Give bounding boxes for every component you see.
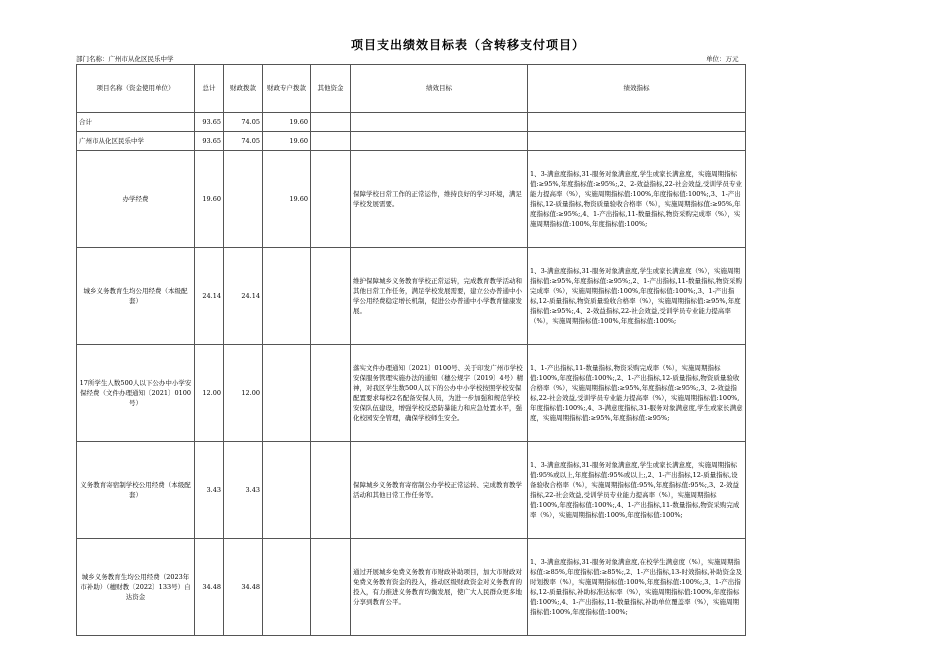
row-goal: 保障城乡义务教育寄宿制公办学校正常运转、完成教育教学活动和其他日常工作任务等。	[351, 442, 528, 539]
row-goal	[351, 132, 528, 151]
row-special	[263, 345, 311, 442]
row-fiscal: 34.48	[224, 539, 263, 636]
performance-table	[76, 64, 746, 636]
row-other	[311, 248, 351, 345]
row-name: 17所学生人数500人以下公办中小学安保经费（文件办理通知〔2021〕0100号）	[77, 345, 195, 442]
row-fiscal: 24.14	[224, 248, 263, 345]
row-special: 19.60	[263, 151, 311, 248]
row-total: 93.65	[195, 113, 224, 132]
row-indicator	[528, 132, 746, 151]
page-title: 项目支出绩效目标表（含转移支付项目）	[350, 38, 585, 52]
department-label: 部门名称：广州市从化区民乐中学	[76, 55, 174, 63]
table-row-total	[77, 113, 746, 132]
row-fiscal: 74.05	[224, 132, 263, 151]
table-row	[77, 442, 746, 539]
row-total: 19.60	[195, 151, 224, 248]
row-special: 19.60	[263, 132, 311, 151]
row-special: 19.60	[263, 113, 311, 132]
row-special	[263, 539, 311, 636]
header-project-name: 项目名称（资金使用单位）	[77, 65, 195, 113]
table-row	[77, 345, 746, 442]
row-indicator: 1、3-满意度指标,31-服务对象满意度,学生或家长满意度（%），实施周期指标值:≥95%,年度指标值:≥95%;,2、1-产出指标,11-数量指标,物资采购完成率（%），实施周期指标值:100%,年度指标值:100%;,3、1-产出指标,12-质量指标,物资质量验收合格率（%），实施周期指标值:≥95%,年度指标值:≥95%;,4、2-效益指标,22-社会效益,受训学员专业能力提高率（%），实施周期指标值:100%,年度指标值:100%;	[528, 248, 746, 345]
table-header-row	[77, 65, 746, 113]
row-indicator	[528, 113, 746, 132]
row-special	[263, 442, 311, 539]
row-total: 93.65	[195, 132, 224, 151]
table-row	[77, 248, 746, 345]
row-name: 城乡义务教育生均公用经费（2023年市补助）（穗财教〔2022〕133号）自达资金	[77, 539, 195, 636]
row-other	[311, 113, 351, 132]
row-fiscal	[224, 151, 263, 248]
row-name: 义务教育寄宿制学校公用经费（本级配套）	[77, 442, 195, 539]
row-total: 3.43	[195, 442, 224, 539]
row-goal: 通过开展城乡免费义务教育市财政补助项目，加大市财政对免费义务教育资金的投入，推动区级财政资金对义务教育的投入，有力推进义务教育均衡发展，使广大人民群众更多地分享到教育公平。	[351, 539, 528, 636]
row-other	[311, 442, 351, 539]
header-fiscal: 财政拨款	[224, 65, 263, 113]
row-name: 合计	[77, 113, 195, 132]
table-row	[77, 539, 746, 636]
row-name: 办学经费	[77, 151, 195, 248]
unit-label: 单位：万元	[706, 55, 739, 63]
table-row	[77, 151, 746, 248]
header-goal: 绩效目标	[351, 65, 528, 113]
row-indicator: 1、1-产出指标,11-数量指标,物资采购完成率（%），实施周期指标值:100%,年度指标值:100%;,2、1-产出指标,12-质量指标,物资质量验收合格率（%），实施周期指标值:≥95%,年度指标值:≥95%;,3、2-效益指标,22-社会效益,受训学员专业能力提高率（%），实施周期指标值:100%,年度指标值:100%;,4、3-满意度指标,31-服务对象满意度,学生或家长满意度，实施周期指标值:≥95%,年度指标值:≥95%;	[528, 345, 746, 442]
row-fiscal: 74.05	[224, 113, 263, 132]
table-row-unit	[77, 132, 746, 151]
row-other	[311, 345, 351, 442]
row-total: 24.14	[195, 248, 224, 345]
header-special: 财政专户拨款	[263, 65, 311, 113]
row-goal: 维护保障城乡义务教育学校正常运转，完成教育教学活动和其他日常工作任务，满足学校发展需要，建立公办普通中小学公用经费稳定增长机制，促进公办普通中小学教育健康发展。	[351, 248, 528, 345]
row-other	[311, 151, 351, 248]
header-indicator: 绩效指标	[528, 65, 746, 113]
header-total: 总计	[195, 65, 224, 113]
row-goal	[351, 113, 528, 132]
row-other	[311, 539, 351, 636]
row-name: 广州市从化区民乐中学	[77, 132, 195, 151]
row-goal: 保障学校日常工作的正常运作，维持良好的学习环境，满足学校发展需要。	[351, 151, 528, 248]
row-indicator: 1、3-满意度指标,31-服务对象满意度,学生或家长满意度，实施周期指标值:≥95%,年度指标值:≥95%;,2、2-效益指标,22-社会效益,受训学员专业能力提高率（%），实施周期指标值:100%,年度指标值:100%;,3、1-产出指标,12-质量指标,物资质量验收合格率（%），实施周期指标值:≥95%,年度指标值:≥95%;,4、1-产出指标,11-数量指标,物资采购完成率（%），实施周期指标值:100%,年度指标值:100%;	[528, 151, 746, 248]
row-total: 12.00	[195, 345, 224, 442]
row-special	[263, 248, 311, 345]
row-fiscal: 12.00	[224, 345, 263, 442]
row-other	[311, 132, 351, 151]
row-fiscal: 3.43	[224, 442, 263, 539]
row-indicator: 1、3-满意度指标,31-服务对象满意度,学生或家长满意度，实施周期指标值:95%或以上,年度指标值:95%或以上;,2、1-产出指标,12-质量指标,设备验收合格率（%），实施周期指标值:95%,年度指标值:95%;,3、2-效益指标,22-社会效益,受训学员专业能力提高率（%），实施周期指标值:100%,年度指标值:100%;,4、1-产出指标,11-数量指标,物资采购完成率（%），实施周期指标值:100%,年度指标值:100%;	[528, 442, 746, 539]
row-indicator: 1、3-满意度指标,31-服务对象满意度,在校学生满意度（%），实施周期指标值:≥85%,年度指标值:≥85%;,2、1-产出指标,13-时效指标,补助资金及时划拨率（%），实施周期指标值:100%,年度指标值:100%;,3、1-产出指标,12-质量指标,补助标准达标率（%），实施周期指标值:100%,年度指标值:100%;,4、1-产出指标,11-数量指标,补助单位覆盖率（%），实施周期指标值:100%,年度指标值:100%;	[528, 539, 746, 636]
row-name: 城乡义务教育生均公用经费（本级配套）	[77, 248, 195, 345]
header-other: 其他资金	[311, 65, 351, 113]
row-goal: 落实文件办理通知〔2021〕0100号、关于印发广州市学校安保服务管理实施办法的通知（穗公规字〔2019〕4号）精神，对我区学生数500人以下的公办中小学校按照学校安保配置要求每校2名配备安保人员，为进一步加强和规范学校安保队伍建设，增强学校反恐防暴能力和应急处置水平，强化校园安全管理，确保学校师生安全。	[351, 345, 528, 442]
row-total: 34.48	[195, 539, 224, 636]
